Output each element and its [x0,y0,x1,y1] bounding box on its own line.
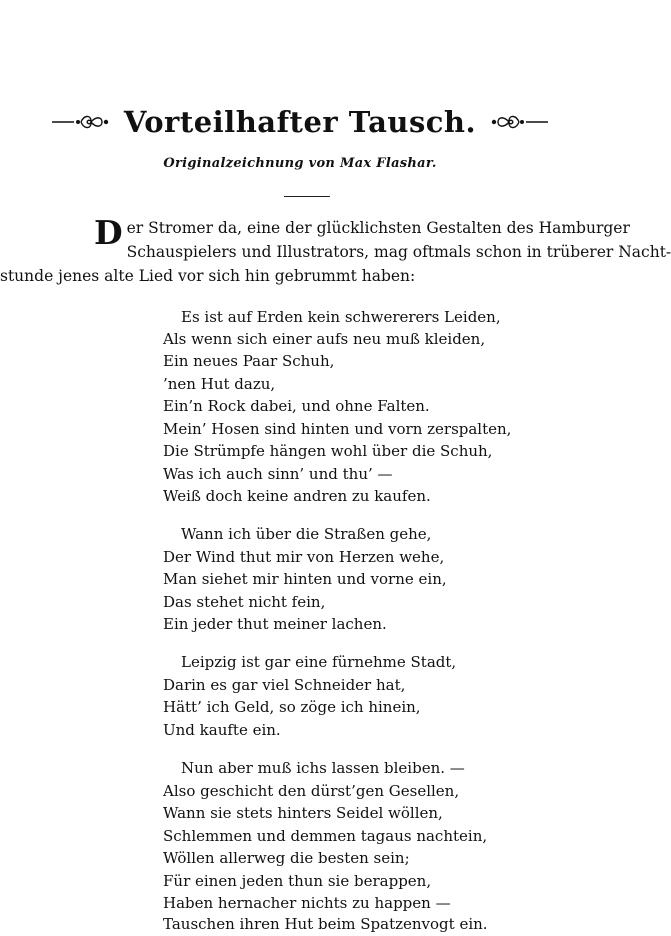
left-ornament-icon [50,111,112,133]
poem-line: Der Wind thut mir von Herzen wehe, [163,548,445,566]
title-row [0,100,600,144]
poem-line: Wöllen allerweg die besten sein; [163,849,410,867]
poem-line: Tauschen ihren Hut beim Spatzenvogt ein. [163,915,488,933]
dropcap: D [94,213,123,252]
poem-line: Ein jeder thut meiner lachen. [163,615,387,633]
poem-line: Für einen jeden thun sie berappen, [163,872,432,890]
poem-line: Schlemmen und demmen tagaus nachtein, [163,827,488,845]
right-ornament-icon [488,111,550,133]
poem-line: Als wenn sich einer aufs neu muß kleiden, [163,330,486,348]
intro-line: stunde jenes alte Lied vor sich hin gebrummt haben: [0,267,416,285]
poem-line: Mein’ Hosen sind hinten und vorn zerspalten, [163,420,512,438]
subtitle: Originalzeichnung von Max Flashar. [163,156,437,171]
poem-line: Also geschicht den dürst’gen Gesellen, [163,782,460,800]
poem-line: Darin es gar viel Schneider hat, [163,676,406,694]
poem-line: Das stehet nicht fein, [163,593,326,611]
poem-line: Man siehet mir hinten und vorne ein, [163,570,447,588]
intro-line: Schauspielers und Illustrators, mag oftmals schon in trüberer Nacht- [126,243,671,261]
divider [284,196,330,197]
poem-line: Und kaufte ein. [163,721,281,739]
poem-line: Die Strümpfe hängen wohl über die Schuh, [163,442,493,460]
intro-line: er Stromer da, eine der glücklichsten Gestalten des Hamburger [126,219,630,237]
poem-line: Es ist auf Erden kein schwererers Leiden, [181,308,501,326]
poem-line: Nun aber muß ichs lassen bleiben. — [181,759,465,777]
poem-line: Haben hernacher nichts zu happen — [163,894,451,912]
poem-line: Leipzig ist gar eine fürnehme Stadt, [181,653,457,671]
poem-line: Weiß doch keine andren zu kaufen. [163,487,431,505]
poem-line: Was ich auch sinn’ und thu’ — [163,465,393,483]
poem-line: Ein neues Paar Schuh, [163,352,335,370]
poem-line: Hätt’ ich Geld, so zöge ich hinein, [163,698,421,716]
poem-line: ’nen Hut dazu, [163,375,276,393]
page-title: Vorteilhafter Tausch. [123,105,477,139]
poem-line: Ein’n Rock dabei, und ohne Falten. [163,397,430,415]
poem-line: Wann sie stets hinters Seidel wöllen, [163,804,443,822]
intro-paragraph [0,213,671,288]
poem-line: Wann ich über die Straßen gehe, [181,525,432,543]
